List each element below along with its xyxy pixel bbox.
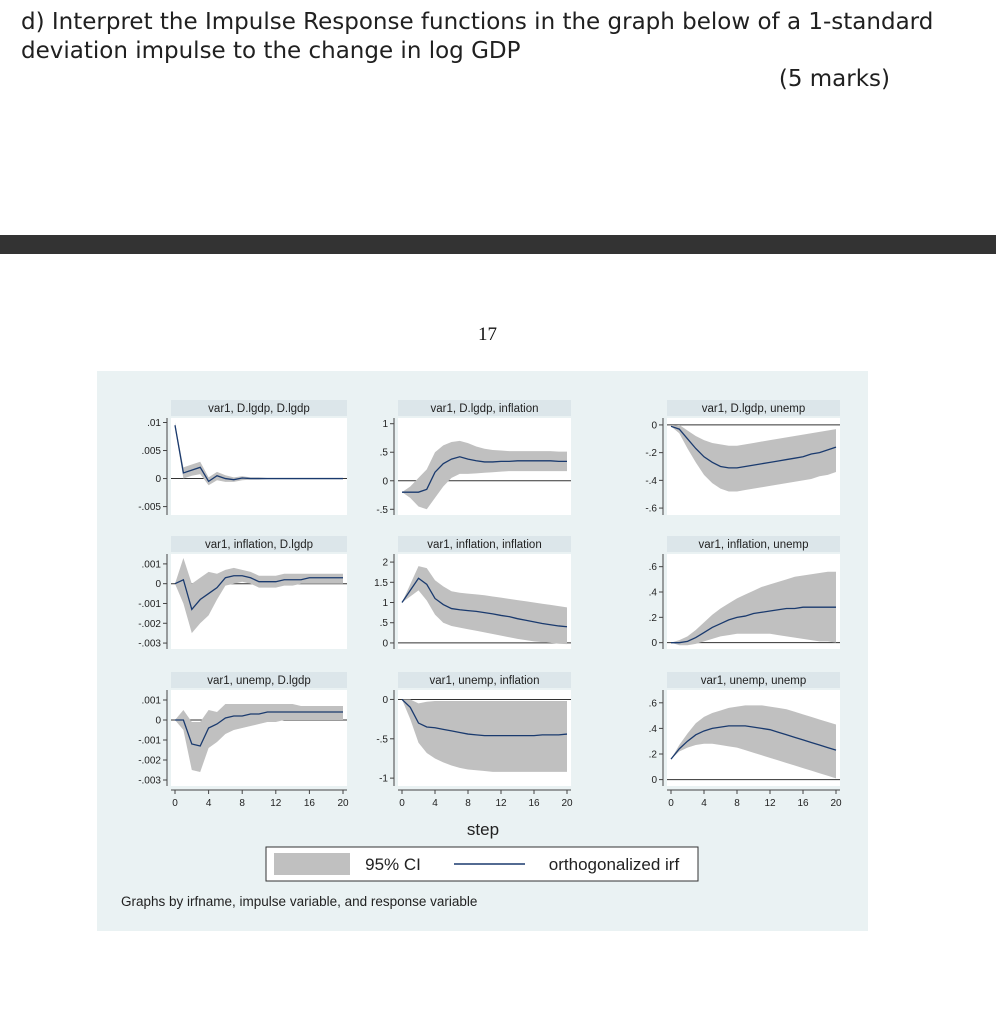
- x-tick-label: 0: [172, 798, 178, 809]
- legend-line-label: orthogonalized irf: [548, 855, 680, 874]
- y-tick-label: .001: [141, 695, 161, 707]
- x-tick-label: 16: [303, 798, 315, 809]
- y-tick-label: 0: [155, 474, 161, 486]
- panel-title: var1, inflation, unemp: [698, 539, 809, 551]
- y-tick-label: .4: [648, 587, 657, 599]
- x-tick-label: 20: [337, 798, 349, 809]
- y-tick-label: 0: [155, 715, 161, 727]
- x-tick-label: 20: [830, 798, 842, 809]
- y-tick-label: -.5: [376, 734, 388, 746]
- panel-title: var1, inflation, D.lgdp: [204, 539, 314, 551]
- y-tick-label: -.5: [376, 504, 388, 516]
- graph-note: Graphs by irfname, impulse variable, and response variable: [121, 894, 478, 909]
- x-tick-label: 4: [701, 798, 707, 809]
- x-tick-label: 8: [239, 798, 245, 809]
- x-axis-label: step: [466, 820, 500, 839]
- y-tick-label: 1: [382, 419, 388, 431]
- question-text: d) Interpret the Impulse Response functions in the graph below of a 1-standard deviation impulse to the change in log GDP: [21, 9, 934, 64]
- panel-title: var1, unemp, inflation: [429, 675, 540, 687]
- y-tick-label: -.001: [138, 735, 161, 747]
- legend-band-label: 95% CI: [365, 855, 421, 874]
- panel-title: var1, unemp, unemp: [700, 675, 807, 687]
- x-tick-label: 16: [528, 798, 540, 809]
- panel-title: var1, D.lgdp, D.lgdp: [208, 403, 310, 415]
- y-tick-label: -.002: [138, 618, 161, 630]
- y-tick-label: .2: [648, 749, 657, 761]
- x-tick-label: 20: [561, 798, 573, 809]
- x-tick-label: 12: [495, 798, 507, 809]
- y-tick-label: -.003: [138, 775, 161, 787]
- y-tick-label: 1.5: [374, 577, 388, 589]
- y-tick-label: .6: [648, 698, 657, 710]
- y-tick-label: 0: [382, 694, 388, 706]
- y-tick-label: .005: [141, 446, 161, 458]
- y-tick-label: 0: [651, 638, 657, 650]
- panel-title: var1, inflation, inflation: [427, 539, 542, 551]
- x-tick-label: 12: [764, 798, 776, 809]
- y-tick-label: -.001: [138, 598, 161, 610]
- y-tick-label: 0: [382, 638, 388, 650]
- y-tick-label: -.005: [138, 502, 161, 514]
- y-tick-label: -.6: [645, 503, 657, 515]
- panel-title: var1, unemp, D.lgdp: [207, 675, 311, 687]
- y-tick-label: .4: [648, 723, 657, 735]
- y-tick-label: 0: [155, 579, 161, 591]
- x-tick-label: 4: [432, 798, 438, 809]
- y-tick-label: 1: [382, 598, 388, 610]
- x-tick-label: 16: [797, 798, 809, 809]
- y-tick-label: .2: [648, 612, 657, 624]
- irf-figure: [97, 371, 868, 931]
- y-tick-label: .5: [379, 618, 388, 630]
- y-tick-label: -.003: [138, 638, 161, 650]
- y-tick-label: -.4: [645, 475, 657, 487]
- x-tick-label: 0: [668, 798, 674, 809]
- x-tick-label: 8: [465, 798, 471, 809]
- irf-chart: [97, 371, 868, 931]
- y-tick-label: .001: [141, 559, 161, 571]
- page-divider: [0, 235, 996, 254]
- panel-title: var1, D.lgdp, inflation: [430, 403, 539, 415]
- y-tick-label: -.2: [645, 448, 657, 460]
- marks-label: (5 marks): [778, 66, 890, 92]
- y-tick-label: .01: [147, 417, 161, 429]
- y-tick-label: .5: [379, 447, 388, 459]
- page-number: 17: [478, 324, 497, 345]
- x-tick-label: 12: [270, 798, 282, 809]
- y-tick-label: -.002: [138, 755, 161, 767]
- x-tick-label: 0: [399, 798, 405, 809]
- legend-band-swatch: [274, 853, 350, 875]
- y-tick-label: 0: [382, 476, 388, 488]
- y-tick-label: .6: [648, 562, 657, 574]
- x-tick-label: 4: [205, 798, 212, 809]
- x-tick-label: 8: [734, 798, 740, 809]
- y-tick-label: 2: [382, 557, 388, 569]
- panel-title: var1, D.lgdp, unemp: [701, 403, 806, 415]
- y-tick-label: -1: [379, 773, 388, 785]
- y-tick-label: 0: [651, 420, 657, 432]
- y-tick-label: 0: [651, 775, 657, 787]
